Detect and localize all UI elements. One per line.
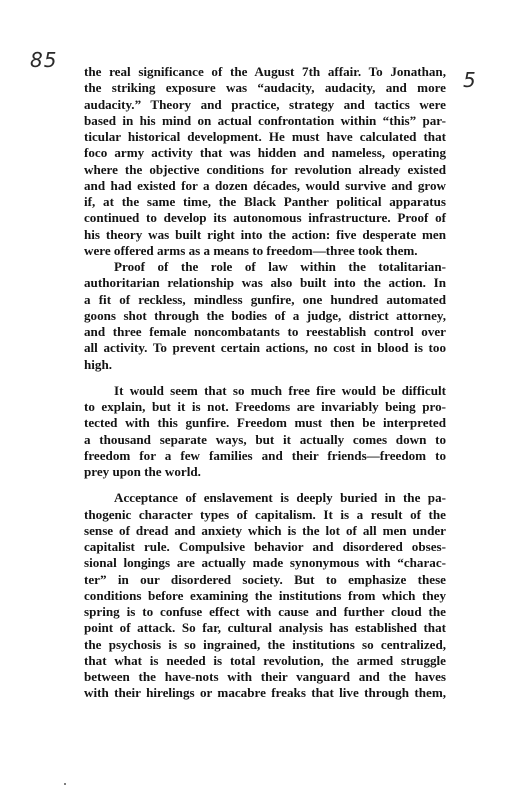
page-body xyxy=(84,64,446,702)
handwritten-page-number: 85 xyxy=(30,48,58,72)
text-line: were offered arms as a means to freedom—three took them. xyxy=(84,242,418,258)
text-line: prey upon the world. xyxy=(84,464,201,479)
text-line: Proof of the role of law within the totalitarian- xyxy=(114,259,446,274)
paragraph-3 xyxy=(84,383,446,481)
text-line: based in his mind on actual confrontation within “this” par- xyxy=(84,112,446,128)
text-line: if, at the same time, the Black Panther political apparatus xyxy=(84,194,446,209)
text-line: a thousand separate ways, but it actually comes down to xyxy=(84,431,446,447)
paragraph-1 xyxy=(84,64,446,259)
text-line: foco army activity that was hidden and nameless, operating xyxy=(84,145,446,161)
text-line: the psychosis is so ingrained, the institutions so centralized, xyxy=(84,636,446,652)
text-line: and had existed for a dozen décades, would survive and grow xyxy=(84,177,446,193)
text-line: spring is to confuse effect with cause and further cloud the xyxy=(84,604,446,619)
text-line: where the objective conditions for revolution already existed xyxy=(84,161,446,177)
paragraph-4 xyxy=(84,490,446,701)
text-line: all activity. To prevent certain actions, no cost in blood is too xyxy=(84,340,446,356)
text-line: point of attack. So far, cultural analysis has established that xyxy=(84,620,446,636)
text-line: sense of dread and anxiety which is the lot of all men under xyxy=(84,522,446,538)
paragraph-gap xyxy=(84,480,446,490)
text-line: tected with this gunfire. Freedom must then be interpreted xyxy=(84,415,446,431)
text-line: and three female noncombatants to reestablish control over xyxy=(84,324,446,339)
text-line: continued to develop its autonomous infrastructure. Proof of xyxy=(84,210,446,226)
text-line: his theory was built right into the action: five desperate men xyxy=(84,226,446,242)
text-line: goons shot through the bodies of a judge, district attorney, xyxy=(84,307,446,323)
text-line: sional longings are actually made synonymous with “charac- xyxy=(84,555,446,571)
text-line: high. xyxy=(84,356,113,372)
handwritten-margin-number: 5 xyxy=(463,68,477,92)
text-line: ter” in our disordered society. But to emphasize these xyxy=(84,571,446,587)
scan-speck xyxy=(64,783,66,785)
paragraph-gap xyxy=(84,373,446,383)
text-line: freedom for a few families and their friends—freedom to xyxy=(84,447,446,463)
text-line: to explain, but it is not. Freedoms are invariably being pro- xyxy=(84,399,446,414)
text-line: conditions before examining the institutions from which they xyxy=(84,587,446,603)
text-line: the real significance of the August 7th affair. To Jonathan, xyxy=(84,64,446,79)
text-line: audacity.” Theory and practice, strategy and tactics were xyxy=(84,96,446,112)
text-line: with their hirelings or macabre freaks that live through them, xyxy=(84,685,446,701)
text-line: that what is needed is total revolution, the armed struggle xyxy=(84,652,446,668)
paragraph-2 xyxy=(84,259,446,373)
text-line: Acceptance of enslavement is deeply buried in the pa- xyxy=(114,490,446,506)
text-line: authoritarian relationship was also built into the action. In xyxy=(84,275,446,291)
text-line: capitalist rule. Compulsive behavior and disordered obses- xyxy=(84,539,446,554)
text-line: the striking exposure was “audacity, audacity, and more xyxy=(84,80,446,96)
text-line: thogenic character types of capitalism. It is a result of the xyxy=(84,506,446,522)
text-line: between the have-nots with their vanguard and the haves xyxy=(84,669,446,684)
text-line: It would seem that so much free fire would be difficult xyxy=(114,382,446,398)
text-line: ticular historical development. He must have calculated that xyxy=(84,129,446,144)
text-line: a fit of reckless, mindless gunfire, one hundred automated xyxy=(84,291,446,307)
